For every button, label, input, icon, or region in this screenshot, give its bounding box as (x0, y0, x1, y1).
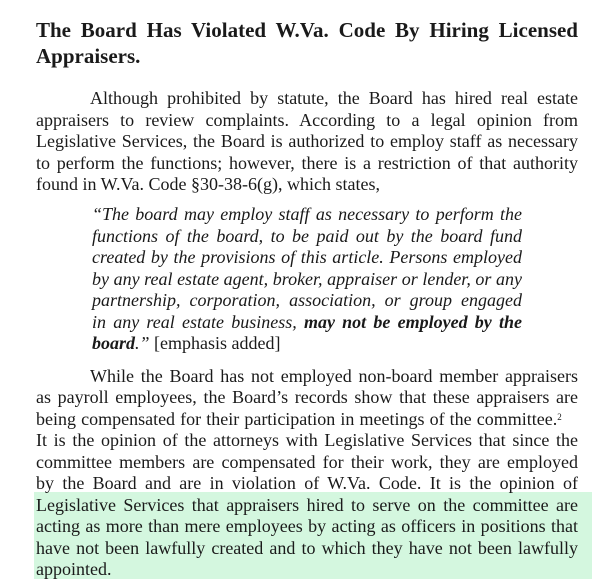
quote-line: “The board may employ staff as necessary to perform the (92, 204, 522, 224)
text-line: to perform the functions; however, there is a restriction of that authority (36, 153, 578, 173)
highlighted-line: acting as more than mere employees by acting as officers in positions that (36, 516, 578, 536)
quote-emphasis: board (92, 333, 136, 353)
text-line: as payroll employees, the Board’s records show that these appraisers are (36, 387, 578, 407)
quote-emphasis: may not be employed by the (303, 312, 523, 332)
quote-line (92, 333, 281, 354)
text-line: It is the opinion of the attorneys with Legislative Services that since the (36, 430, 578, 450)
emphasis-note: [emphasis added] (154, 333, 281, 353)
text-line: Legislative Services, the Board is authorized to employ staff as necessary (36, 131, 578, 151)
text-line: found in W.Va. Code §30-38-6(g), which states, (36, 174, 380, 194)
quote-line: created by the provisions of this article. Persons employed (92, 247, 522, 267)
quote-line: partnership, corporation, association, or group engaged (92, 290, 522, 310)
quote-line (92, 312, 522, 333)
highlighted-line: Legislative Services that appraisers hired to serve on the committee are (36, 495, 578, 515)
highlighted-line: appointed. (36, 559, 112, 579)
heading-line: The Board Has Violated W.Va. Code By Hiring Licensed (36, 18, 578, 42)
text-segment: being compensated for their participation in meetings of the committee. (36, 409, 558, 429)
quote-text: .” (135, 333, 155, 353)
text-line: Although prohibited by statute, the Board has hired real estate (90, 88, 578, 108)
text-line (36, 409, 578, 430)
footnote-ref[interactable]: 2 (557, 412, 562, 422)
text-line: While the Board has not employed non-board member appraisers (90, 366, 578, 386)
quote-line: functions of the board, to be paid out by the board fund (92, 226, 522, 246)
heading-line: Appraisers. (36, 44, 141, 68)
text-line: by the Board and are in violation of W.Va. Code. It is the opinion of (36, 473, 578, 493)
quote-line: by any real estate agent, broker, appraiser or lender, or any (92, 269, 522, 289)
quote-text: in any real estate business, (92, 312, 304, 332)
text-line: committee members are compensated for their work, they are employed (36, 452, 578, 472)
highlighted-line: have not been lawfully created and to which they have not been lawfully (36, 538, 578, 558)
text-line: appraisers to review complaints. According to a legal opinion from (36, 110, 578, 130)
